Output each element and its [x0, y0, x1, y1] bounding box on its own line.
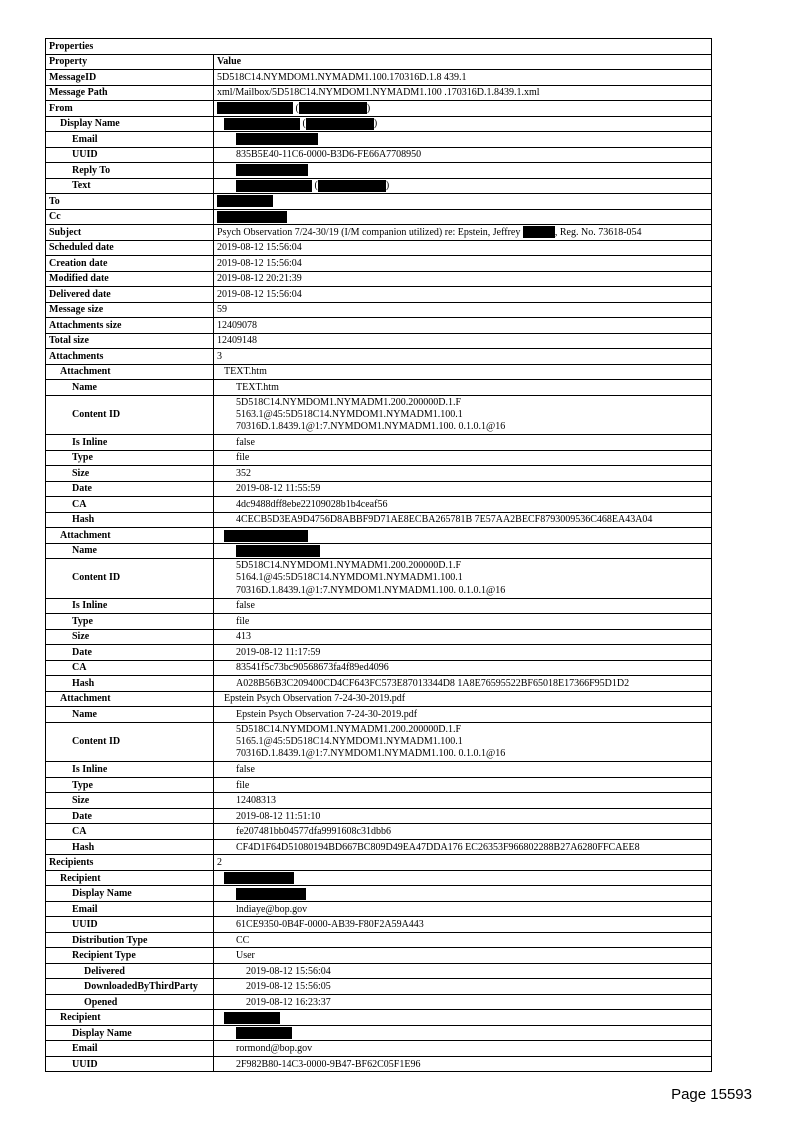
property-name: Delivered — [46, 963, 214, 979]
property-name: Recipients — [46, 855, 214, 871]
property-name: Content ID — [46, 559, 214, 599]
table-row — [46, 676, 712, 692]
table-row — [46, 994, 712, 1010]
table-header-row — [46, 54, 712, 70]
property-value: 83541f5c73bc90568673fa4f89ed4096 — [214, 660, 712, 676]
page-number: Page 15593 — [671, 1086, 752, 1103]
table-row — [46, 629, 712, 645]
table-row — [46, 707, 712, 723]
table-row — [46, 178, 712, 194]
property-name: Message Path — [46, 85, 214, 101]
property-name: Message size — [46, 302, 214, 318]
property-value: 4dc9488dff8ebe22109028b1b4ceaf56 — [214, 497, 712, 513]
table-row — [46, 1056, 712, 1072]
property-name: Attachment — [46, 364, 214, 380]
property-value: 2 — [214, 855, 712, 871]
header-property: Property — [46, 54, 214, 70]
value-line: 5D518C14.NYMDOM1.NYMADM1.200.200000D.1.F — [236, 560, 462, 572]
table-row — [46, 380, 712, 396]
table-row — [46, 318, 712, 334]
property-value: 5D518C14.NYMDOM1.NYMADM1.100.170316D.1.8 439.1 — [214, 70, 712, 86]
table-row — [46, 901, 712, 917]
property-name: UUID — [46, 917, 214, 933]
table-row — [46, 132, 712, 148]
table-row — [46, 722, 712, 762]
property-name: Scheduled date — [46, 240, 214, 256]
value-text: ( — [300, 118, 306, 130]
table-row — [46, 364, 712, 380]
property-name: Email — [46, 1041, 214, 1057]
table-row — [46, 793, 712, 809]
table-row — [46, 287, 712, 303]
property-name: CA — [46, 497, 214, 513]
redaction-block — [318, 180, 386, 192]
property-name: Email — [46, 901, 214, 917]
property-value: rormond@bop.gov — [214, 1041, 712, 1057]
value-text: ) — [385, 180, 390, 192]
property-value: 2019-08-12 15:56:04 — [214, 240, 712, 256]
property-name: Hash — [46, 676, 214, 692]
table-row — [46, 481, 712, 497]
property-value: Epstein Psych Observation 7-24-30-2019.pdf — [214, 691, 712, 707]
property-name: Text — [46, 178, 214, 194]
property-value — [214, 870, 712, 886]
property-value — [214, 559, 712, 599]
property-name: Size — [46, 793, 214, 809]
property-name: Date — [46, 645, 214, 661]
property-value — [214, 1010, 712, 1026]
property-value: TEXT.htm — [214, 364, 712, 380]
property-value: false — [214, 435, 712, 451]
property-value: 12409148 — [214, 333, 712, 349]
property-value — [214, 101, 712, 117]
property-name: UUID — [46, 1056, 214, 1072]
property-value: false — [214, 762, 712, 778]
redaction-block — [236, 164, 308, 176]
property-value: lndiaye@bop.gov — [214, 901, 712, 917]
property-name: Reply To — [46, 163, 214, 179]
property-name: Date — [46, 808, 214, 824]
table-row — [46, 963, 712, 979]
property-name: To — [46, 194, 214, 210]
property-name: Name — [46, 707, 214, 723]
property-name: Recipient — [46, 1010, 214, 1026]
property-value: 2019-08-12 16:23:37 — [214, 994, 712, 1010]
property-value — [214, 225, 712, 241]
property-name: Opened — [46, 994, 214, 1010]
property-value — [214, 209, 712, 225]
property-value: 413 — [214, 629, 712, 645]
property-value: Epstein Psych Observation 7-24-30-2019.pdf — [214, 707, 712, 723]
property-value: fe207481bb04577dfa9991608c31dbb6 — [214, 824, 712, 840]
redaction-block — [217, 102, 293, 114]
property-name: Display Name — [46, 886, 214, 902]
table-row — [46, 225, 712, 241]
property-value: 61CE9350-0B4F-0000-AB39-F80F2A59A443 — [214, 917, 712, 933]
table-row — [46, 85, 712, 101]
property-name: Modified date — [46, 271, 214, 287]
property-name: MessageID — [46, 70, 214, 86]
table-row — [46, 163, 712, 179]
property-name: Size — [46, 629, 214, 645]
table-row — [46, 598, 712, 614]
property-value — [214, 178, 712, 194]
value-line: 70316D.1.8439.1@1:7.NYMDOM1.NYMADM1.100. 0.1.0.1@16 — [236, 584, 506, 596]
value-line: 5163.1@45:5D518C14.NYMDOM1.NYMADM1.100.1 — [236, 408, 463, 420]
property-value: 835B5E40-11C6-0000-B3D6-FE66A7708950 — [214, 147, 712, 163]
table-row — [46, 466, 712, 482]
table-row — [46, 979, 712, 995]
property-value — [214, 886, 712, 902]
property-name: Creation date — [46, 256, 214, 272]
redaction-block — [306, 118, 374, 130]
table-row — [46, 70, 712, 86]
value-line: 70316D.1.8439.1@1:7.NYMDOM1.NYMADM1.100. 0.1.0.1@16 — [236, 420, 506, 432]
property-name: From — [46, 101, 214, 117]
table-row — [46, 917, 712, 933]
table-row — [46, 497, 712, 513]
property-value: 352 — [214, 466, 712, 482]
property-name: Is Inline — [46, 762, 214, 778]
table-row — [46, 691, 712, 707]
property-name: Name — [46, 380, 214, 396]
property-value — [214, 395, 712, 435]
redaction-block — [236, 888, 306, 900]
table-row — [46, 614, 712, 630]
table-row — [46, 240, 712, 256]
table-row — [46, 395, 712, 435]
table-row — [46, 349, 712, 365]
property-name: DownloadedByThirdParty — [46, 979, 214, 995]
table-row — [46, 209, 712, 225]
property-value: 2019-08-12 11:55:59 — [214, 481, 712, 497]
value-text: ( — [312, 180, 318, 192]
table-row — [46, 932, 712, 948]
property-value: 2F982B80-14C3-0000-9B47-BF62C05F1E96 — [214, 1056, 712, 1072]
property-value: false — [214, 598, 712, 614]
value-line: 5165.1@45:5D518C14.NYMDOM1.NYMADM1.100.1 — [236, 735, 463, 747]
property-name: Cc — [46, 209, 214, 225]
table-row — [46, 302, 712, 318]
property-name: Content ID — [46, 722, 214, 762]
property-value — [214, 528, 712, 544]
table-row — [46, 256, 712, 272]
table-row — [46, 271, 712, 287]
property-name: Date — [46, 481, 214, 497]
property-value: 2019-08-12 15:56:04 — [214, 287, 712, 303]
property-name: Hash — [46, 839, 214, 855]
table-row — [46, 660, 712, 676]
redaction-block — [224, 1012, 280, 1024]
property-value: file — [214, 614, 712, 630]
property-value: 12408313 — [214, 793, 712, 809]
table-row — [46, 777, 712, 793]
property-value: TEXT.htm — [214, 380, 712, 396]
property-name: Type — [46, 777, 214, 793]
property-value: CF4D1F64D51080194BD667BC809D49EA47DDA176 EC26353F966802288B27A6280FFCAEE8 — [214, 839, 712, 855]
value-line: 5D518C14.NYMDOM1.NYMADM1.200.200000D.1.F — [236, 396, 462, 408]
table-row — [46, 1025, 712, 1041]
value-line: 5164.1@45:5D518C14.NYMDOM1.NYMADM1.100.1 — [236, 572, 463, 584]
redaction-block — [236, 133, 318, 145]
property-value — [214, 163, 712, 179]
table-title-row — [46, 39, 712, 55]
property-name: Is Inline — [46, 435, 214, 451]
value-text: Psych Observation 7/24-30/19 (I/M companion utilized) re: Epstein, Jeffrey — [217, 226, 523, 238]
table-row — [46, 824, 712, 840]
table-row — [46, 194, 712, 210]
property-value — [214, 194, 712, 210]
redaction-block — [236, 180, 312, 192]
table-row — [46, 543, 712, 559]
redaction-block — [217, 195, 273, 207]
value-text: ( — [293, 102, 299, 114]
table-row — [46, 870, 712, 886]
property-value: file — [214, 777, 712, 793]
property-value: A028B56B3C209400CD4CF643FC573E87013344D8 1A8E76595522BF65018E17366F95D1D2 — [214, 676, 712, 692]
table-row — [46, 645, 712, 661]
properties-table — [45, 38, 712, 1072]
table-row — [46, 559, 712, 599]
property-name: Delivered date — [46, 287, 214, 303]
property-value — [214, 1025, 712, 1041]
property-value: 12409078 — [214, 318, 712, 334]
property-name: Hash — [46, 512, 214, 528]
property-name: Total size — [46, 333, 214, 349]
property-value: 3 — [214, 349, 712, 365]
value-text: ) — [373, 118, 378, 130]
property-name: Size — [46, 466, 214, 482]
property-name: Distribution Type — [46, 932, 214, 948]
property-value — [214, 132, 712, 148]
property-value: file — [214, 450, 712, 466]
property-name: Attachments — [46, 349, 214, 365]
table-row — [46, 435, 712, 451]
table-row — [46, 855, 712, 871]
property-value: 2019-08-12 11:17:59 — [214, 645, 712, 661]
value-line: 5D518C14.NYMDOM1.NYMADM1.200.200000D.1.F — [236, 723, 462, 735]
property-value: 2019-08-12 15:56:04 — [214, 256, 712, 272]
property-name: Recipient Type — [46, 948, 214, 964]
table-row — [46, 116, 712, 132]
property-value — [214, 722, 712, 762]
property-name: Recipient — [46, 870, 214, 886]
redaction-block — [299, 102, 367, 114]
table-row — [46, 528, 712, 544]
table-row — [46, 147, 712, 163]
table-row — [46, 948, 712, 964]
value-text: , Reg. No. 73618-054 — [554, 226, 642, 238]
property-name: Type — [46, 450, 214, 466]
redaction-block — [217, 211, 287, 223]
property-value — [214, 116, 712, 132]
properties-table-body — [46, 39, 712, 1072]
property-value: 2019-08-12 15:56:04 — [214, 963, 712, 979]
property-value: CC — [214, 932, 712, 948]
table-row — [46, 808, 712, 824]
property-value: 4CECB5D3EA9D4756D8ABBF9D71AE8ECBA265781B 7E57AA2BECF8793009536C468EA43A04 — [214, 512, 712, 528]
table-row — [46, 762, 712, 778]
table-row — [46, 886, 712, 902]
value-text: ) — [366, 102, 371, 114]
table-row — [46, 101, 712, 117]
redaction-block — [224, 872, 294, 884]
property-name: CA — [46, 824, 214, 840]
property-name: UUID — [46, 147, 214, 163]
table-row — [46, 450, 712, 466]
property-name: Email — [46, 132, 214, 148]
property-name: Attachment — [46, 691, 214, 707]
redaction-block — [236, 1027, 292, 1039]
redaction-block — [523, 226, 555, 238]
property-value: xml/Mailbox/5D518C14.NYMDOM1.NYMADM1.100 .170316D.1.8439.1.xml — [214, 85, 712, 101]
table-row — [46, 1010, 712, 1026]
table-row — [46, 512, 712, 528]
header-value: Value — [214, 54, 712, 70]
redaction-block — [236, 545, 320, 557]
property-name: Attachment — [46, 528, 214, 544]
table-row — [46, 1041, 712, 1057]
property-value: 2019-08-12 15:56:05 — [214, 979, 712, 995]
property-name: CA — [46, 660, 214, 676]
value-line: 70316D.1.8439.1@1:7.NYMDOM1.NYMADM1.100. 0.1.0.1@16 — [236, 748, 506, 760]
property-name: Content ID — [46, 395, 214, 435]
property-value: 2019-08-12 20:21:39 — [214, 271, 712, 287]
table-row — [46, 839, 712, 855]
property-name: Display Name — [46, 1025, 214, 1041]
property-name: Type — [46, 614, 214, 630]
property-name: Display Name — [46, 116, 214, 132]
redaction-block — [224, 530, 308, 542]
property-name: Is Inline — [46, 598, 214, 614]
property-value: 59 — [214, 302, 712, 318]
property-value — [214, 543, 712, 559]
property-name: Subject — [46, 225, 214, 241]
property-value: User — [214, 948, 712, 964]
table-row — [46, 333, 712, 349]
table-title: Properties — [46, 39, 712, 55]
redaction-block — [224, 118, 300, 130]
property-value: 2019-08-12 11:51:10 — [214, 808, 712, 824]
property-name: Attachments size — [46, 318, 214, 334]
property-name: Name — [46, 543, 214, 559]
